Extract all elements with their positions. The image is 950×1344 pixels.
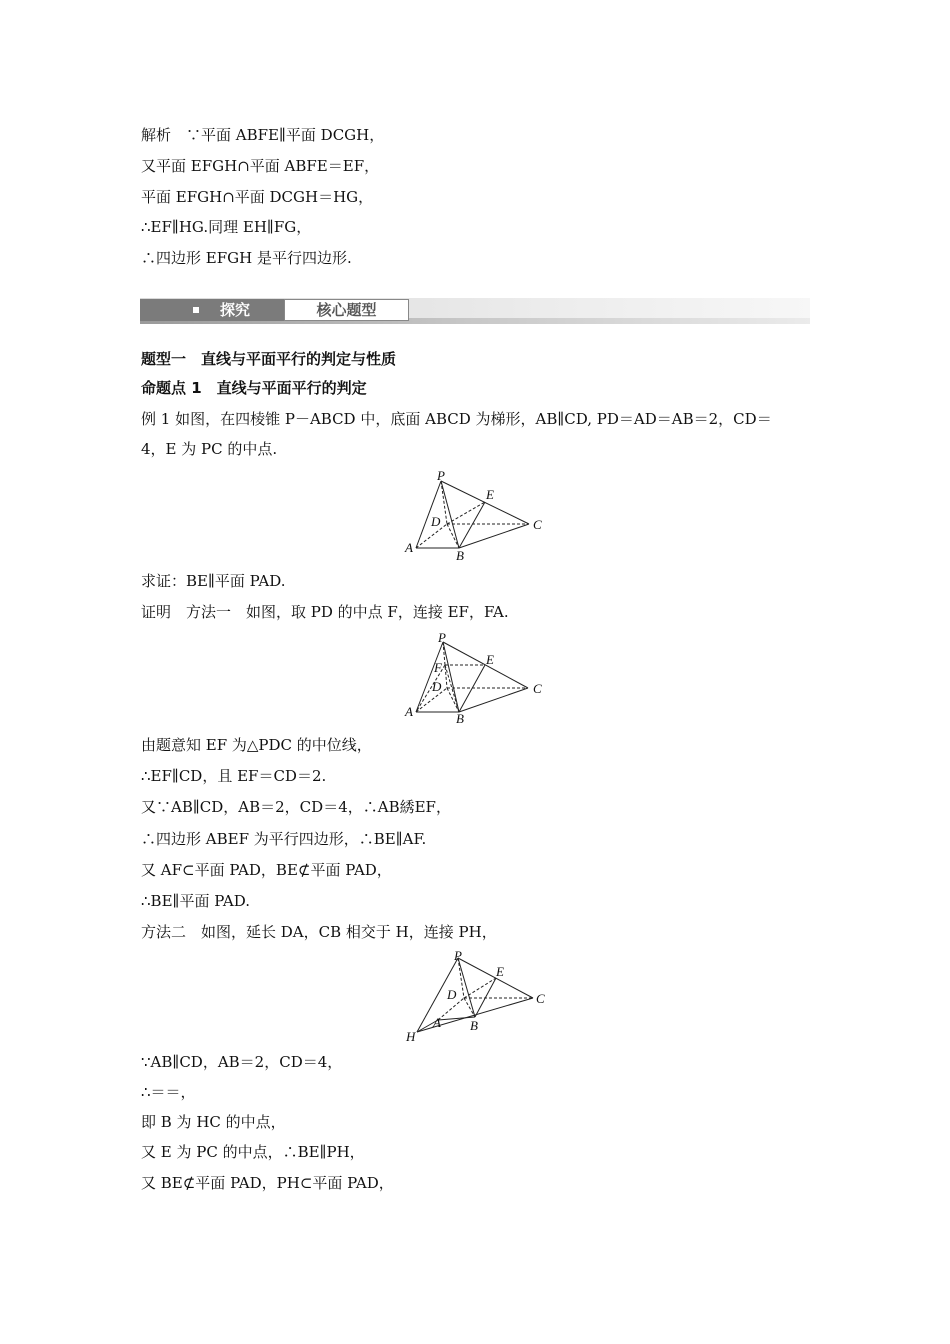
label-a: A — [405, 704, 413, 719]
label-b: B — [470, 1018, 478, 1033]
method2-line-2: ∴＝＝， — [141, 1083, 196, 1101]
proof-line-6: ∴BE∥平面 PAD. — [141, 892, 251, 910]
example-1-line-1: 例 1 如图，在四棱锥 P－ABCD 中，底面 ABCD 为梯形，AB∥CD, PD＝AD＝AB＝2，CD＝ — [141, 410, 772, 428]
label-p: P — [437, 468, 445, 483]
figure-pyramid-1 — [400, 468, 560, 564]
analysis-line-5: ∴四边形 EFGH 是平行四边形. — [141, 249, 352, 267]
analysis-line-1: 解析 ∵平面 ABFE∥平面 DCGH， — [141, 126, 385, 144]
section-banner-left-label: 探究 — [220, 301, 251, 319]
label-c: C — [536, 991, 545, 1006]
section-banner-left — [140, 299, 284, 321]
label-e: E — [486, 487, 494, 502]
label-h: H — [406, 1029, 416, 1044]
example-1-line-2: 4，E 为 PC 的中点. — [141, 440, 278, 458]
label-f: F — [434, 660, 442, 675]
label-p: P — [454, 950, 462, 963]
proof-line-1: 由题意知 EF 为△PDC 的中位线， — [141, 736, 372, 754]
analysis-line-4: ∴EF∥HG.同理 EH∥FG， — [141, 218, 312, 236]
proof-line-4: ∴四边形 ABEF 为平行四边形，∴BE∥AF. — [141, 830, 427, 848]
heading-type-1: 题型一 直线与平面平行的判定与性质 — [141, 350, 397, 368]
heading-point-1: 命题点 1 直线与平面平行的判定 — [141, 379, 367, 397]
method2-line-5: 又 BE⊄平面 PAD，PH⊂平面 PAD， — [141, 1174, 394, 1192]
label-b: B — [456, 711, 464, 726]
label-c: C — [533, 517, 542, 532]
label-a: A — [433, 1015, 441, 1030]
label-e: E — [496, 964, 504, 979]
prove-statement: 求证：BE∥平面 PAD. — [141, 572, 286, 590]
label-c: C — [533, 681, 542, 696]
method2-line-3: 即 B 为 HC 的中点， — [141, 1113, 286, 1131]
figure-pyramid-3 — [400, 950, 560, 1046]
label-b: B — [456, 548, 464, 563]
section-banner-right-label: 核心题型 — [284, 299, 409, 321]
label-e: E — [486, 652, 494, 667]
label-p: P — [438, 630, 446, 645]
label-d: D — [432, 679, 442, 694]
proof-method-2: 方法二 如图，延长 DA，CB 相交于 H，连接 PH， — [141, 923, 497, 941]
proof-line-3: 又∵AB∥CD，AB＝2，CD＝4，∴AB綉EF， — [141, 798, 451, 816]
proof-method-1: 证明 方法一 如图，取 PD 的中点 F，连接 EF，FA. — [141, 603, 509, 621]
analysis-line-2: 又平面 EFGH∩平面 ABFE＝EF， — [141, 157, 380, 175]
analysis-line-3: 平面 EFGH∩平面 DCGH＝HG， — [141, 188, 374, 206]
label-d: D — [431, 514, 441, 529]
label-a: A — [405, 540, 413, 555]
method2-line-1: ∵AB∥CD，AB＝2，CD＝4， — [141, 1053, 343, 1071]
proof-line-5: 又 AF⊂平面 PAD，BE⊄平面 PAD， — [141, 861, 392, 879]
proof-line-2: ∴EF∥CD，且 EF＝CD＝2. — [141, 767, 327, 785]
method2-line-4: 又 E 为 PC 的中点，∴BE∥PH， — [141, 1143, 365, 1161]
label-d: D — [447, 987, 457, 1002]
square-bullet-icon — [193, 307, 199, 313]
figure-pyramid-2 — [400, 630, 560, 728]
